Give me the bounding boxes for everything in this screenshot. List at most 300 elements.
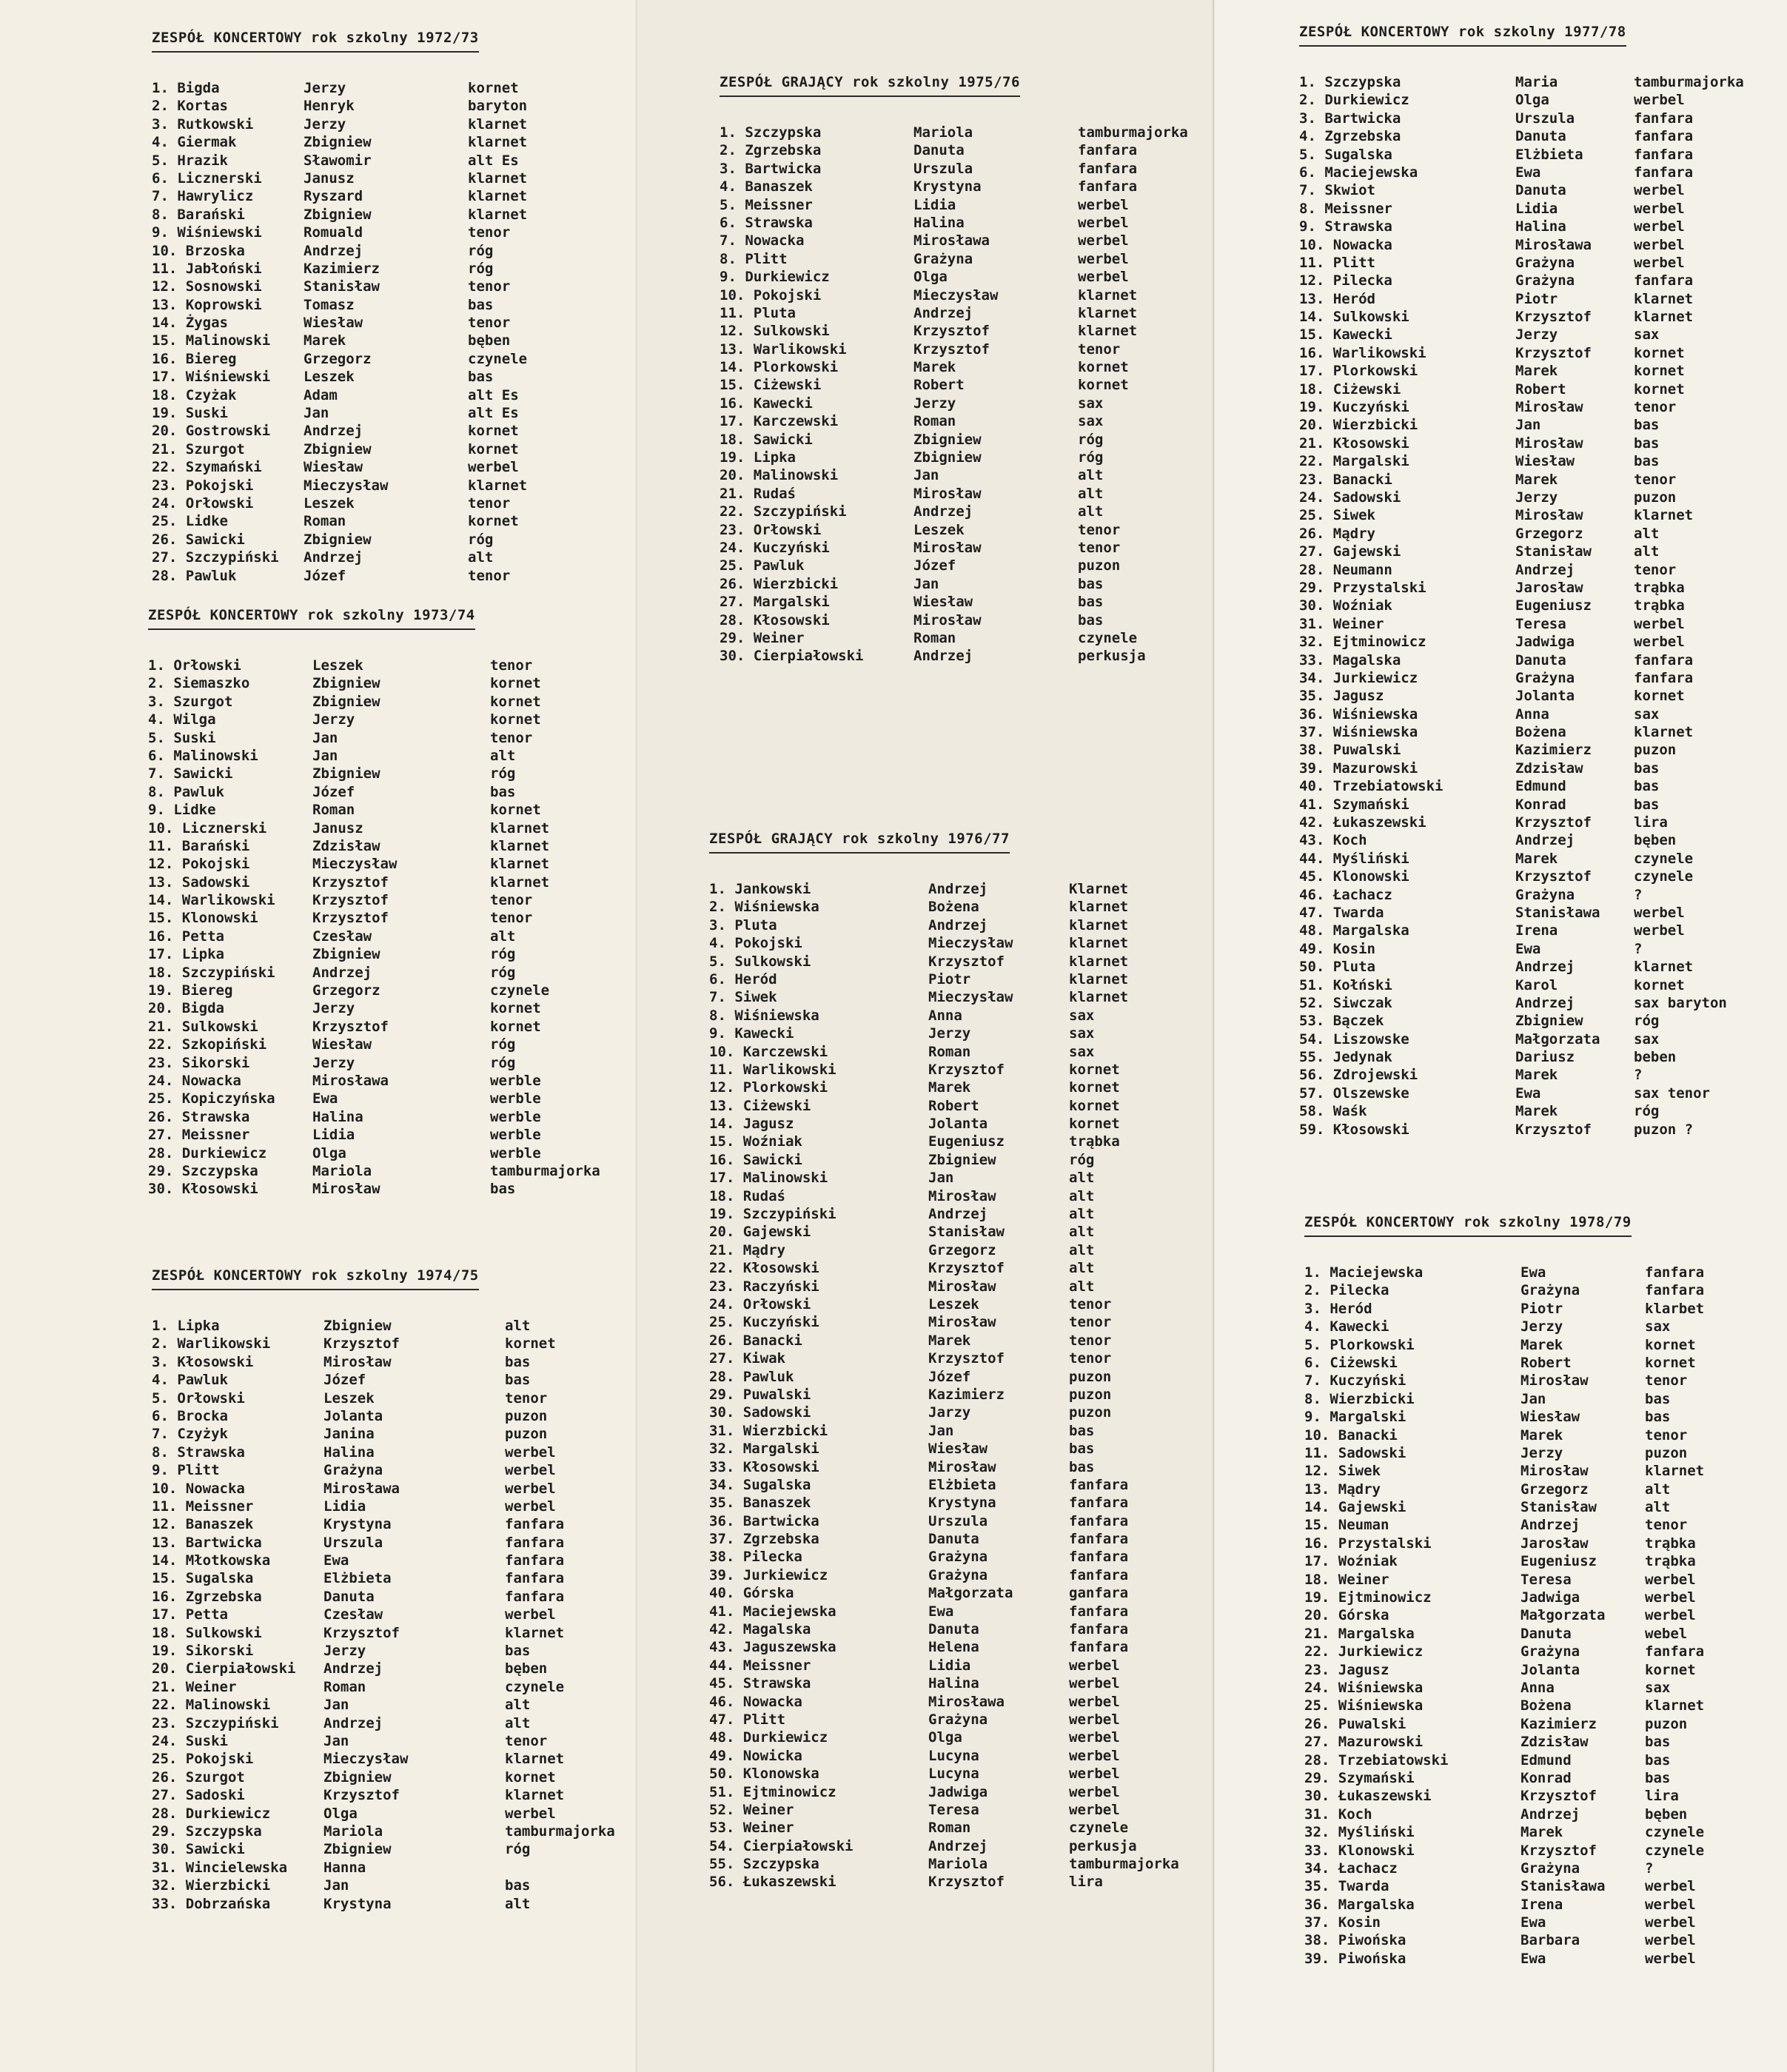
member-row (148, 1162, 600, 1180)
member-row (709, 1025, 1205, 1042)
member-instrument: kornet (505, 1768, 556, 1786)
member-surname: 12. Sosnowski (152, 278, 262, 295)
member-firstname: Karol (1515, 976, 1558, 993)
member-instrument: bas (1634, 435, 1660, 452)
section-title: ZESPÓŁ KONCERTOWY rok szkolny 1973/74 (148, 607, 475, 630)
member-surname: 16. Przystalski (1304, 1535, 1432, 1552)
member-row (1299, 831, 1773, 849)
member-row (1304, 1281, 1778, 1299)
member-firstname: Mieczysław (304, 477, 389, 494)
member-row (1304, 1462, 1778, 1480)
member-firstname: Krzysztof (312, 1018, 389, 1035)
member-row (1304, 1625, 1778, 1643)
member-surname: 33. Magalska (1299, 651, 1401, 668)
member-surname: 18. Szczypiński (148, 964, 275, 981)
member-surname: 26. Szurgot (152, 1768, 245, 1786)
member-row (720, 214, 1201, 232)
member-instrument: tenor (1069, 1350, 1112, 1367)
member-firstname: Roman (928, 1043, 971, 1060)
member-row (709, 970, 1205, 988)
member-instrument: alt (505, 1318, 531, 1334)
member-firstname: Krzysztof (928, 1061, 1005, 1078)
member-row (152, 1317, 640, 1335)
member-surname: 2. Pilecka (1304, 1282, 1389, 1299)
member-surname: 19. Suski (152, 405, 228, 422)
member-firstname: Mirosława (323, 1480, 400, 1497)
member-firstname: Jerzy (1521, 1444, 1563, 1461)
member-instrument: werbel (1069, 1747, 1120, 1764)
member-surname: 8. Plitt (720, 250, 788, 267)
member-firstname: Krzysztof (913, 341, 990, 358)
member-instrument: werbel (1069, 1801, 1120, 1818)
member-row (709, 1404, 1205, 1421)
member-firstname: Anna (1515, 705, 1549, 722)
member-firstname: Lidia (913, 196, 956, 213)
member-surname: 40. Trzebiatowski (1299, 778, 1444, 795)
member-firstname: Adam (304, 386, 338, 403)
member-firstname: Wiesław (312, 1036, 372, 1053)
member-surname: 31. Wierzbicki (709, 1422, 828, 1439)
member-row (1304, 1896, 1778, 1914)
member-surname: 33. Kłosowski (709, 1458, 819, 1475)
member-row (720, 160, 1201, 178)
member-firstname: Jan (323, 1732, 349, 1749)
member-surname: 29. Weiner (720, 629, 805, 646)
member-row (152, 458, 566, 476)
member-instrument: tenor (505, 1389, 548, 1407)
member-firstname: Zbigniew (312, 693, 380, 710)
member-firstname: Andrzej (312, 964, 372, 981)
member-firstname: Robert (913, 377, 965, 394)
member-instrument: alt (1634, 525, 1660, 542)
member-instrument: werbel (1078, 196, 1129, 213)
member-row (148, 928, 592, 945)
member-instrument: trąbka (1634, 579, 1685, 596)
member-instrument: werbel (1634, 218, 1685, 235)
member-surname: 21. Kłosowski (1299, 435, 1409, 452)
member-instrument: czynele (468, 350, 528, 367)
member-firstname: Czesław (323, 1606, 383, 1623)
member-row (1299, 741, 1773, 759)
member-surname: 8. Pawluk (148, 783, 224, 800)
member-firstname: Jerzy (1515, 326, 1558, 343)
member-firstname: Halina (323, 1444, 375, 1461)
member-firstname: Grzegorz (928, 1241, 996, 1258)
member-row (152, 170, 566, 187)
member-row (148, 819, 592, 837)
member-surname: 28. Neumann (1299, 561, 1392, 578)
member-firstname: Andrzej (1515, 959, 1575, 976)
member-instrument: kornet (468, 80, 519, 96)
member-row (148, 945, 592, 963)
member-instrument: alt (1069, 1170, 1095, 1187)
member-row (1304, 1408, 1778, 1426)
member-instrument: bas (505, 1643, 531, 1660)
member-instrument: sax (1645, 1679, 1671, 1696)
member-instrument: werbel (1069, 1675, 1120, 1692)
member-firstname: Jan (913, 467, 939, 484)
member-row (1299, 1102, 1773, 1120)
member-instrument: trąbka (1645, 1553, 1696, 1570)
member-surname: 23. Jagusz (1304, 1661, 1389, 1678)
member-surname: 1. Jankowski (709, 881, 811, 897)
member-firstname: Danuta (1515, 128, 1566, 145)
member-row (709, 880, 1205, 898)
member-row (1304, 1589, 1778, 1606)
member-surname: 48. Margalska (1299, 922, 1409, 939)
member-firstname: Stanisława (1521, 1878, 1606, 1895)
member-row (709, 1657, 1205, 1674)
member-surname: 1. Maciejewska (1304, 1264, 1424, 1281)
member-surname: 29. Szymański (1304, 1769, 1415, 1786)
member-surname: 46. Łachacz (1299, 886, 1392, 903)
member-instrument: sax (1069, 1043, 1095, 1060)
member-instrument: bas (505, 1372, 531, 1389)
member-row (709, 1729, 1205, 1746)
member-firstname: Piotr (1515, 290, 1558, 307)
member-instrument: kornet (490, 1018, 541, 1035)
member-row (1304, 1643, 1778, 1660)
member-firstname: Andrzej (928, 1206, 988, 1223)
member-surname: 35. Banaszek (709, 1495, 811, 1512)
member-surname: 15. Klonowski (148, 910, 258, 927)
member-surname: 15. Neuman (1304, 1517, 1389, 1534)
member-row (709, 1476, 1205, 1494)
member-surname: 11. Pluta (720, 304, 796, 321)
member-instrument: werbel (1069, 1657, 1120, 1674)
member-instrument: tamburmajorka (490, 1162, 600, 1179)
member-instrument: fanfara (505, 1534, 565, 1551)
member-instrument: klarnet (1069, 989, 1129, 1006)
member-instrument: kornet (490, 711, 541, 728)
member-instrument: fanfara (1078, 142, 1138, 159)
roster-section (148, 607, 600, 1198)
member-firstname: Grażyna (913, 250, 973, 267)
member-surname: 12. Pokojski (148, 856, 250, 873)
member-instrument: alt (490, 747, 516, 764)
member-row (1299, 579, 1773, 597)
member-instrument: klarnet (1069, 970, 1129, 988)
member-row (152, 1444, 640, 1461)
member-firstname: Jan (312, 729, 338, 746)
member-firstname: Helena (928, 1639, 979, 1656)
member-firstname: Jadwiga (1515, 634, 1575, 651)
member-row (709, 916, 1205, 934)
member-row (720, 376, 1201, 394)
member-row (1299, 489, 1773, 506)
section-title: ZESPÓŁ KONCERTOWY rok szkolny 1978/79 (1304, 1214, 1632, 1237)
member-row (709, 1458, 1205, 1476)
member-instrument: bas (1645, 1734, 1671, 1751)
member-row (1299, 110, 1773, 127)
member-row (1299, 615, 1773, 633)
member-instrument: alt (1069, 1187, 1095, 1204)
member-instrument: fanfara (1645, 1264, 1705, 1281)
member-row (152, 152, 566, 170)
member-firstname: Jarosław (1515, 579, 1583, 596)
member-surname: 54. Cierpiałowski (709, 1837, 854, 1854)
member-instrument: alt (1069, 1278, 1095, 1295)
member-row (709, 953, 1205, 970)
member-instrument: werbel (1634, 236, 1685, 253)
member-instrument: kornet (1078, 377, 1129, 394)
member-surname: 6. Brocka (152, 1407, 228, 1424)
member-surname: 3. Heród (1304, 1300, 1372, 1317)
member-instrument: lira (1645, 1788, 1679, 1805)
member-row (1299, 326, 1773, 343)
member-row (1299, 561, 1773, 579)
member-surname: 15. Sugalska (152, 1570, 254, 1587)
member-row (709, 934, 1205, 952)
member-row (709, 1223, 1205, 1241)
member-row (152, 386, 566, 404)
member-firstname: Jolanta (1521, 1661, 1580, 1678)
member-instrument: klarbet (1645, 1300, 1705, 1317)
member-row (1299, 777, 1773, 795)
member-row (152, 332, 566, 349)
member-surname: 21. Mądry (709, 1241, 785, 1258)
member-row (152, 115, 566, 133)
member-row (152, 422, 566, 440)
member-firstname: Zbigniew (304, 206, 372, 223)
member-firstname: Jerzy (1515, 489, 1558, 506)
member-firstname: Roman (304, 513, 346, 530)
member-row (1299, 597, 1773, 614)
member-surname: 3. Bartwicka (720, 160, 822, 177)
member-surname: 22. Szymański (152, 459, 262, 476)
member-instrument: puzon (1645, 1715, 1688, 1732)
member-row (1299, 290, 1773, 308)
member-instrument: tenor (1069, 1314, 1112, 1331)
member-row (709, 1837, 1205, 1855)
member-instrument: werble (490, 1108, 541, 1125)
member-row (1299, 471, 1773, 489)
member-instrument: werbel (1069, 1693, 1120, 1710)
member-surname: 9. Wiśniewski (152, 224, 262, 241)
member-surname: 14. Gajewski (1304, 1499, 1407, 1516)
member-instrument: klarnet (1069, 935, 1129, 952)
member-surname: 4. Pokojski (709, 935, 802, 952)
member-surname: 36. Bartwicka (709, 1512, 819, 1529)
member-surname: 19. Biereg (148, 982, 233, 999)
member-instrument: sax (1634, 326, 1660, 343)
member-surname: 45. Strawska (709, 1675, 811, 1692)
member-instrument: kornet (468, 513, 519, 530)
member-row (709, 1783, 1205, 1801)
member-surname: 12. Pilecka (1299, 272, 1392, 289)
member-row (720, 503, 1201, 520)
member-row (1299, 1121, 1773, 1139)
member-instrument: alt (490, 928, 516, 945)
member-surname: 45. Klonowski (1299, 868, 1409, 885)
member-firstname: Andrzej (304, 242, 363, 259)
member-instrument: puzon (1069, 1386, 1112, 1403)
member-firstname: Ewa (1521, 1914, 1546, 1931)
member-instrument: perkusja (1078, 648, 1146, 665)
member-surname: 49. Kosin (1299, 940, 1375, 957)
member-row (1299, 398, 1773, 416)
member-instrument: bęben (505, 1660, 548, 1677)
member-instrument: róg (468, 531, 494, 548)
member-firstname: Leszek (304, 369, 355, 386)
member-firstname: Józef (304, 567, 346, 584)
member-row (709, 1747, 1205, 1765)
member-instrument: kornet (468, 440, 519, 457)
member-surname: 5. Suski (148, 729, 216, 746)
member-surname: 9. Durkiewicz (720, 269, 830, 286)
member-firstname: Roman (323, 1678, 366, 1695)
member-surname: 10. Nowacka (1299, 236, 1392, 253)
member-row (709, 1368, 1205, 1386)
member-instrument: klarnet (490, 874, 550, 891)
member-surname: 7. Kuczyński (1304, 1372, 1407, 1389)
member-row (709, 1241, 1205, 1259)
member-surname: 44. Myśliński (1299, 850, 1409, 867)
member-surname: 20. Wierzbicki (1299, 417, 1418, 434)
member-surname: 1. Szczypska (720, 124, 822, 141)
member-firstname: Urszula (913, 160, 973, 177)
member-row (709, 1043, 1205, 1061)
member-row (1304, 1552, 1778, 1570)
member-surname: 25. Lidke (152, 513, 228, 530)
member-row (720, 124, 1201, 141)
member-instrument: alt (505, 1714, 531, 1731)
member-instrument: tenor (1645, 1517, 1688, 1534)
member-firstname: Olga (323, 1805, 358, 1822)
member-surname: 4. Pawluk (152, 1372, 228, 1389)
member-surname: 21. Margalska (1304, 1625, 1415, 1642)
member-firstname: Mirosława (928, 1693, 1005, 1710)
member-row (152, 260, 566, 278)
member-surname: 11. Sadowski (1304, 1444, 1407, 1461)
member-surname: 8. Strawska (152, 1444, 245, 1461)
member-firstname: Barbara (1521, 1932, 1580, 1949)
member-row (1304, 1823, 1778, 1841)
member-firstname: Wiesław (913, 594, 973, 611)
member-instrument: klarnet (468, 188, 528, 205)
member-surname: 37. Zgrzebska (709, 1531, 819, 1548)
member-instrument: kornet (1069, 1116, 1120, 1133)
member-instrument: czynele (1078, 629, 1138, 646)
member-firstname: Jerzy (312, 1054, 355, 1071)
member-instrument: fanfara (1069, 1603, 1129, 1620)
member-row (152, 278, 566, 295)
member-firstname: Marek (1521, 1824, 1563, 1841)
member-row (709, 1422, 1205, 1440)
member-firstname: Leszek (323, 1389, 375, 1407)
member-row (1299, 543, 1773, 560)
member-row (152, 1588, 640, 1606)
member-row (1299, 362, 1773, 380)
member-instrument: róg (1634, 1103, 1660, 1120)
member-row (152, 1335, 640, 1352)
member-surname: 28. Durkiewicz (148, 1144, 267, 1161)
member-instrument: werbel (1069, 1711, 1120, 1728)
member-surname: 22. Szkopiński (148, 1036, 267, 1053)
member-instrument: bęben (1634, 832, 1677, 849)
member-firstname: Olga (928, 1729, 962, 1746)
member-surname: 48. Durkiewicz (709, 1729, 828, 1746)
member-instrument: werble (490, 1127, 541, 1144)
member-instrument: werbel (1645, 1950, 1696, 1967)
member-firstname: Zbigniew (928, 1151, 996, 1168)
member-surname: 19. Lipka (720, 449, 796, 466)
member-row (720, 647, 1201, 665)
member-surname: 24. Wiśniewska (1304, 1679, 1424, 1696)
member-row (1304, 1787, 1778, 1805)
member-row (709, 1620, 1205, 1638)
member-surname: 18. Sulkowski (152, 1624, 262, 1641)
roster-section (720, 74, 1201, 665)
member-instrument: puzon (505, 1426, 548, 1443)
member-surname: 37. Wiśniewska (1299, 724, 1418, 741)
member-instrument: ? (1634, 940, 1643, 957)
member-firstname: Jan (928, 1422, 954, 1439)
member-firstname: Ewa (323, 1552, 349, 1569)
member-instrument: werbel (1645, 1914, 1696, 1931)
member-instrument: tamburmajorka (505, 1823, 615, 1840)
member-instrument: werbel (1078, 250, 1129, 267)
member-row (152, 1480, 640, 1498)
member-surname: 54. Liszowske (1299, 1030, 1409, 1047)
member-row (148, 657, 592, 674)
member-firstname: Elżbieta (928, 1476, 996, 1493)
member-surname: 30. Łukaszewski (1304, 1788, 1432, 1805)
member-firstname: Małgorzata (928, 1585, 1013, 1602)
member-surname: 16. Warlikowski (1299, 344, 1426, 361)
member-surname: 51. Kołński (1299, 976, 1392, 993)
member-row (1304, 1390, 1778, 1408)
member-instrument: czynele (1634, 868, 1694, 885)
member-row (148, 982, 592, 999)
member-surname: 25. Kopiczyńska (148, 1090, 275, 1107)
member-row (152, 1877, 640, 1894)
member-row (1299, 344, 1773, 362)
member-surname: 3. Bartwicka (1299, 110, 1401, 127)
member-row (152, 314, 566, 332)
member-surname: 49. Nowicka (709, 1747, 802, 1764)
member-row (152, 1534, 640, 1552)
member-surname: 7. Nowacka (720, 232, 805, 249)
member-row (1299, 181, 1773, 199)
member-firstname: Jan (913, 575, 939, 592)
member-row (720, 395, 1201, 412)
member-instrument: puzon (1634, 742, 1677, 759)
member-instrument: kornet (1645, 1354, 1696, 1371)
member-firstname: Jan (323, 1697, 349, 1714)
member-row (148, 909, 592, 927)
member-surname: 23. Banacki (1299, 471, 1392, 488)
member-firstname: Wiesław (1515, 453, 1575, 470)
member-instrument: bas (1634, 796, 1660, 813)
member-surname: 21. Szurgot (152, 440, 245, 457)
member-instrument: bas (1069, 1441, 1095, 1458)
member-surname: 16. Biereg (152, 350, 237, 367)
member-instrument: sax (1634, 1030, 1660, 1047)
member-instrument: kornet (1634, 344, 1685, 361)
member-instrument: klarnet (1078, 323, 1138, 340)
member-instrument: werbel (1645, 1571, 1696, 1588)
member-instrument: fanfara (1069, 1512, 1129, 1529)
member-surname: 9. Strawska (1299, 218, 1392, 235)
member-instrument: kornet (490, 693, 541, 710)
member-surname: 24. Orłowski (152, 494, 254, 512)
member-surname: 22. Szczypiński (720, 503, 847, 520)
member-instrument: webel (1645, 1625, 1688, 1642)
member-surname: 29. Szczypska (152, 1823, 262, 1840)
member-instrument: fanfara (1069, 1476, 1129, 1493)
member-firstname: Mirosława (1515, 236, 1592, 253)
